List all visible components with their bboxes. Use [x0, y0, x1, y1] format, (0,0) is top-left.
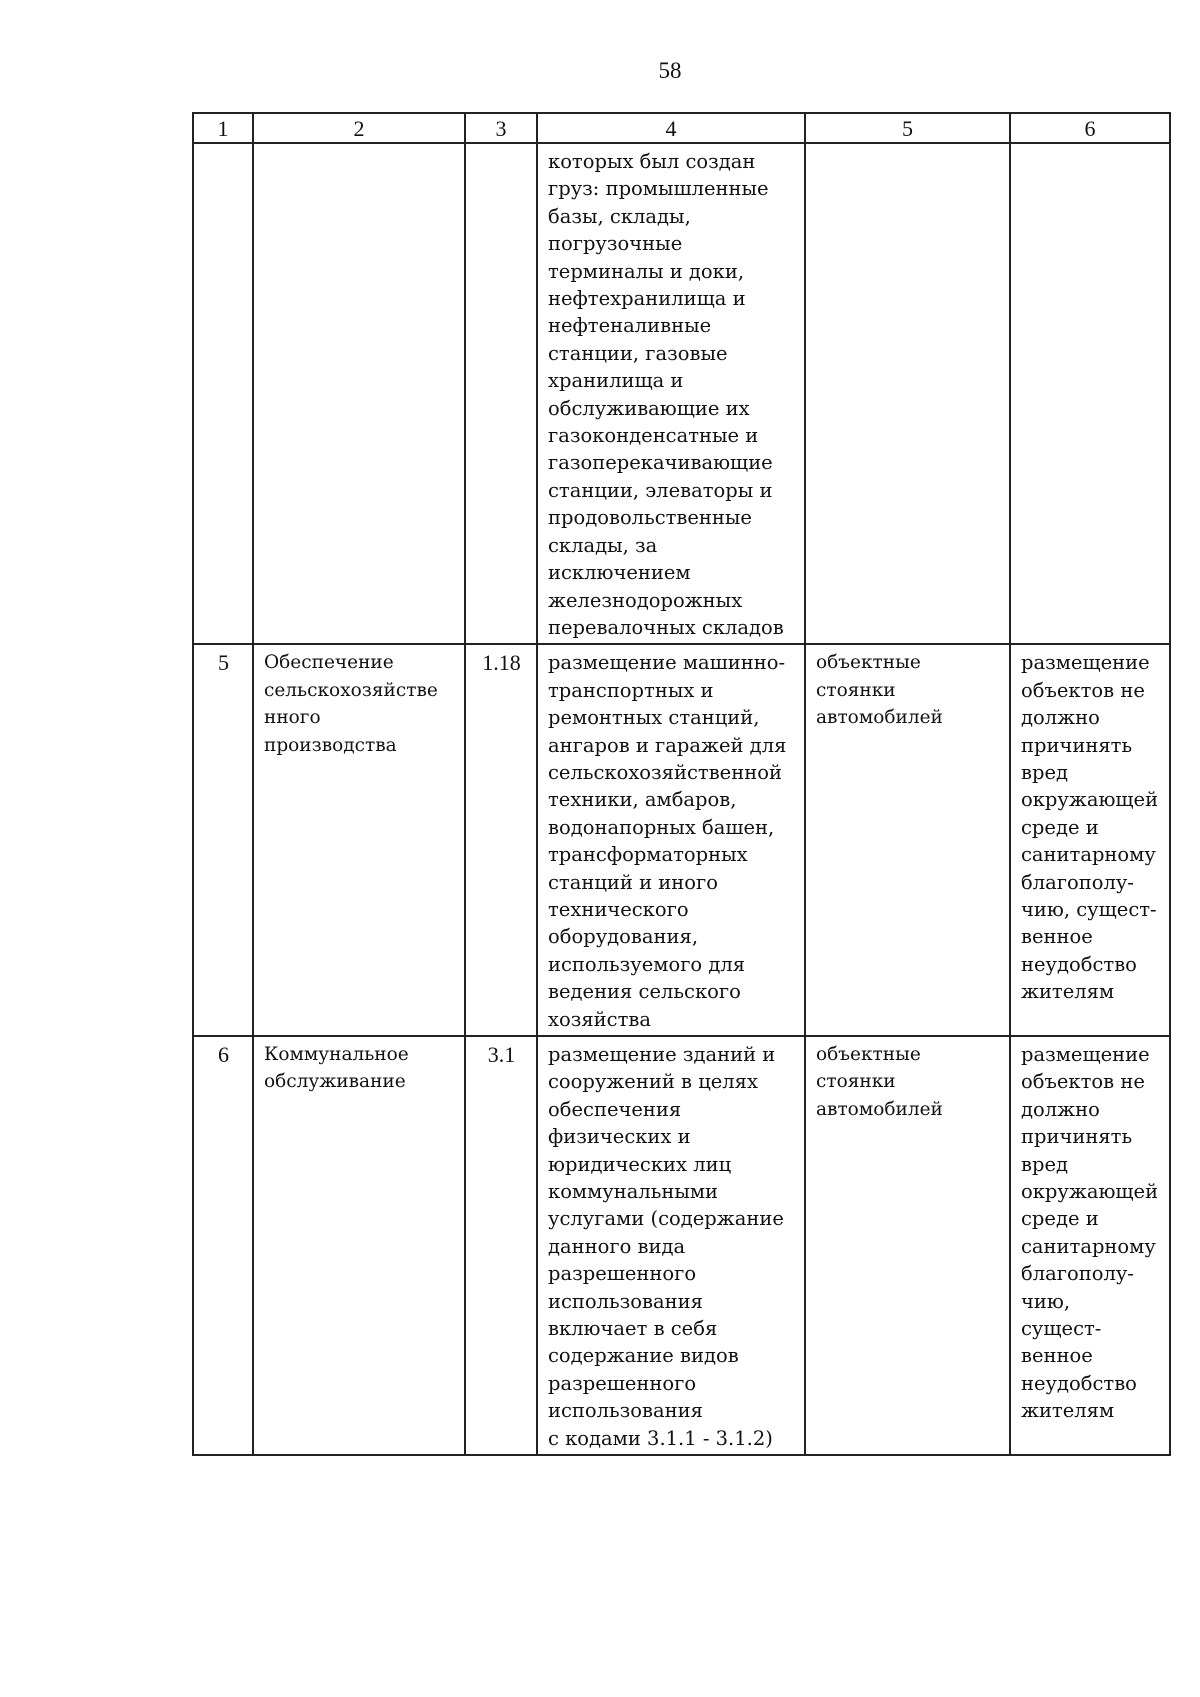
cell-text-line: вред	[1021, 1152, 1069, 1176]
cell-text-line: исключением	[548, 561, 691, 585]
cell-text-line: технического	[548, 897, 689, 921]
cell-text-line: объектные	[816, 1044, 921, 1065]
cell-text-line: объектов не	[1021, 678, 1145, 702]
cell-text-line: среде и	[1021, 815, 1099, 839]
cell-text-line: использования	[548, 1289, 703, 1313]
cell-auxiliary	[805, 644, 1010, 1036]
cell-text-line: жителям	[1021, 980, 1115, 1004]
cell-name	[253, 644, 465, 1036]
cell-number: 5	[193, 644, 253, 1036]
cell-code	[465, 143, 537, 644]
cell-text-line: сельскохозяйственной	[548, 760, 782, 784]
cell-text-line: коммунальными	[548, 1180, 719, 1204]
cell-text-line: нефтехранилища и	[548, 287, 746, 311]
header-col-3: 3	[465, 113, 537, 143]
cell-text-line: разрешенного	[548, 1371, 697, 1395]
table-row	[193, 644, 1170, 1036]
cell-text-line: размещение машинно-	[548, 651, 786, 675]
cell-auxiliary	[805, 143, 1010, 644]
cell-text-line: производства	[264, 734, 397, 756]
cell-text-line: благополу-	[1021, 870, 1134, 894]
cell-text-line: которых был создан	[548, 150, 756, 173]
cell-text-line: стоянки	[816, 679, 896, 701]
cell-text-line: сельскохозяйстве	[264, 679, 438, 701]
cell-text-line: вред	[1021, 760, 1069, 784]
header-col-4: 4	[537, 113, 805, 143]
cell-text-line: Обеспечение	[264, 652, 394, 674]
cell-text-line: склады, за	[548, 533, 658, 557]
cell-text-line: разрешенного	[548, 1262, 697, 1286]
cell-text-line: железнодорожных	[548, 588, 743, 612]
cell-text-line: обслуживание	[264, 1071, 406, 1093]
cell-text-line: обслуживающие их	[548, 396, 750, 420]
cell-text-line: транспортных и	[548, 678, 714, 702]
cell-text-line: благополу-	[1021, 1262, 1134, 1286]
cell-text-line: объектов не	[1021, 1070, 1145, 1094]
cell-text-line: базы, склады,	[548, 204, 691, 228]
cell-text-line: должно	[1021, 706, 1100, 730]
cell-text-line: услугами (содержание	[548, 1207, 784, 1231]
cell-text-line: Коммунальное	[264, 1044, 409, 1065]
cell-text-line: с кодами 3.1.1 - 3.1.2)	[548, 1426, 773, 1450]
cell-text-line: ангаров и гаражей для	[548, 733, 787, 757]
cell-text-line: санитарному	[1021, 843, 1156, 867]
cell-text-line: физических и	[548, 1125, 691, 1149]
cell-text-line: неудобство	[1021, 1371, 1137, 1395]
cell-text-line: санитарному	[1021, 1234, 1156, 1258]
cell-text-line: продовольственные	[548, 506, 752, 530]
table-row-continuation	[193, 143, 1170, 644]
cell-text-line: газоконденсатные и	[548, 424, 759, 448]
cell-text-line: ведения сельского	[548, 980, 741, 1004]
cell-text-line: хранилища и	[548, 369, 684, 393]
cell-text-line: причинять	[1021, 1125, 1133, 1149]
cell-text-line: груз: промышленные	[548, 177, 769, 201]
cell-text-line: хозяйства	[548, 1007, 651, 1031]
cell-text-line: чию,	[1021, 1289, 1071, 1313]
cell-text-line: автомобилей	[816, 1098, 943, 1120]
cell-text-line: размещение зданий и	[548, 1043, 776, 1066]
cell-text-line: содержание видов	[548, 1344, 739, 1368]
cell-text-line: должно	[1021, 1097, 1100, 1121]
cell-text-line: трансформаторных	[548, 843, 748, 867]
cell-number: 6	[193, 1036, 253, 1455]
header-col-1: 1	[193, 113, 253, 143]
cell-text-line: оборудования,	[548, 925, 699, 949]
cell-text-line: станций и иного	[548, 870, 718, 894]
cell-text-line: неудобство	[1021, 952, 1137, 976]
cell-text-line: чию, сущест-	[1021, 897, 1157, 921]
cell-conditions	[1010, 143, 1170, 644]
cell-description	[537, 1036, 805, 1455]
cell-name	[253, 143, 465, 644]
cell-description	[537, 644, 805, 1036]
land-use-table	[192, 112, 1171, 1456]
cell-text-line: сущест-	[1021, 1317, 1102, 1341]
cell-text-line: включает в себя	[548, 1317, 718, 1341]
cell-text-line: используемого для	[548, 952, 746, 976]
table-row	[193, 1036, 1170, 1455]
cell-text-line: ремонтных станций,	[548, 706, 760, 730]
header-col-2: 2	[253, 113, 465, 143]
cell-text-line: размещение	[1021, 651, 1150, 675]
cell-text-line: техники, амбаров,	[548, 788, 737, 812]
cell-text-line: водонапорных башен,	[548, 815, 775, 839]
cell-text-line: автомобилей	[816, 707, 943, 729]
cell-text-line: жителям	[1021, 1399, 1115, 1423]
cell-code: 3.1	[465, 1036, 537, 1455]
cell-text-line: данного вида	[548, 1234, 686, 1258]
cell-conditions	[1010, 644, 1170, 1036]
cell-text-line: причинять	[1021, 733, 1133, 757]
cell-conditions	[1010, 1036, 1170, 1455]
cell-text-line: использования	[548, 1399, 703, 1423]
header-col-5: 5	[805, 113, 1010, 143]
cell-text-line: объектные	[816, 652, 921, 674]
cell-text-line: окружающей	[1021, 788, 1159, 812]
cell-name	[253, 1036, 465, 1455]
cell-text-line: сооружений в целях	[548, 1070, 758, 1094]
cell-code: 1.18	[465, 644, 537, 1036]
cell-text-line: газоперекачивающие	[548, 451, 773, 475]
cell-auxiliary	[805, 1036, 1010, 1455]
cell-text-line: терминалы и доки,	[548, 259, 745, 283]
cell-text-line: нного	[264, 707, 321, 729]
cell-description	[537, 143, 805, 644]
cell-text-line: венное	[1021, 925, 1093, 949]
cell-text-line: юридических лиц	[548, 1152, 732, 1176]
header-col-6: 6	[1010, 113, 1170, 143]
cell-text-line: среде и	[1021, 1207, 1099, 1231]
cell-text-line: станции, газовые	[548, 341, 728, 365]
cell-text-line: станции, элеваторы и	[548, 478, 773, 502]
cell-text-line: венное	[1021, 1344, 1093, 1368]
table-header-row	[193, 113, 1170, 143]
cell-number	[193, 143, 253, 644]
cell-text-line: размещение	[1021, 1043, 1150, 1066]
page-number: 58	[658, 58, 682, 83]
cell-text-line: стоянки	[816, 1071, 896, 1093]
cell-text-line: перевалочных складов	[548, 615, 784, 639]
cell-text-line: нефтеналивные	[548, 314, 712, 338]
cell-text-line: обеспечения	[548, 1097, 682, 1121]
cell-text-line: окружающей	[1021, 1180, 1159, 1204]
cell-text-line: погрузочные	[548, 232, 683, 256]
